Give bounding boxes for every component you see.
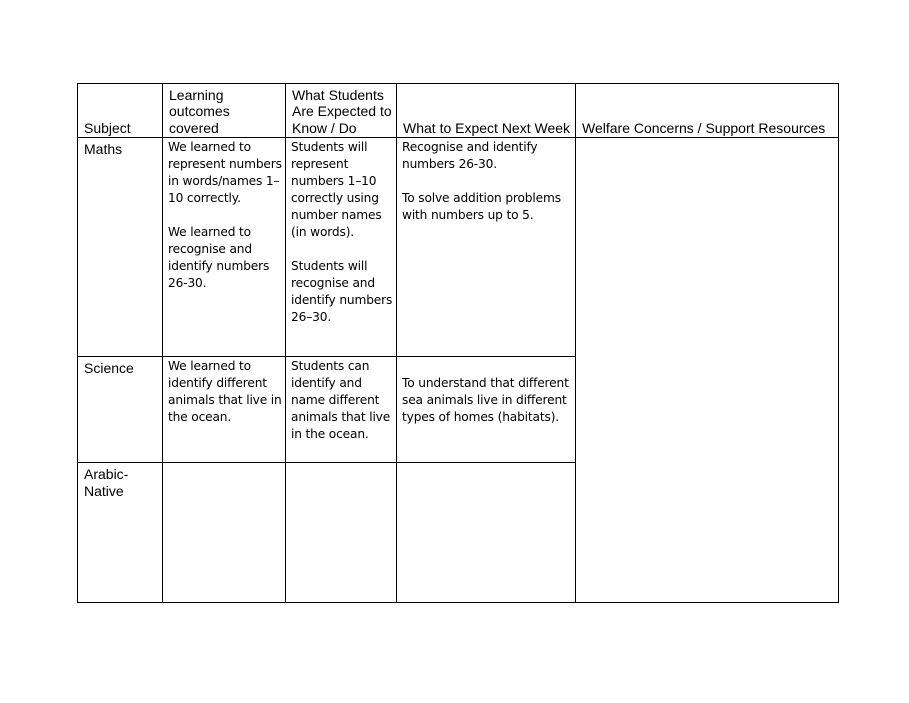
header-subject-text: Subject xyxy=(84,119,131,136)
header-expected xyxy=(286,84,397,138)
expected-text: Students can identify and name different animals that live in the ocean. xyxy=(291,359,391,441)
header-subject xyxy=(78,84,163,138)
learning-outcomes-cell xyxy=(163,138,286,357)
learning-outcomes-text: We learned to identify different animals that live in the ocean. xyxy=(168,359,282,424)
header-learning-outcomes-text: Learning outcomes covered xyxy=(169,86,230,136)
next-week-cell xyxy=(397,138,576,357)
header-next-week xyxy=(397,84,576,138)
subject-label: Science xyxy=(84,360,134,376)
learning-outcomes-cell xyxy=(163,357,286,463)
weekly-report-table xyxy=(77,83,839,603)
next-week-cell xyxy=(397,463,576,603)
expected-cell xyxy=(286,357,397,463)
subject-cell xyxy=(78,138,163,357)
subject-label: Maths xyxy=(84,141,123,157)
table-row-maths xyxy=(78,138,839,357)
header-welfare-text: Welfare Concerns / Support Resources xyxy=(582,119,826,136)
subject-label: Arabic- Native xyxy=(84,466,129,499)
welfare-cell xyxy=(576,138,839,603)
header-learning-outcomes xyxy=(163,84,286,138)
expected-cell xyxy=(286,138,397,357)
next-week-cell xyxy=(397,357,576,463)
subject-cell xyxy=(78,357,163,463)
learning-outcomes-text xyxy=(163,463,285,464)
learning-outcomes-text: We learned to represent numbers in words/names 1–10 correctly. We learned to recognise and identify numbers 26-30. xyxy=(168,140,282,290)
header-row xyxy=(78,84,839,138)
next-week-text: To understand that different sea animals live in different types of homes (habitats). xyxy=(402,376,569,424)
welfare-text xyxy=(576,138,838,139)
next-week-text: Recognise and identify numbers 26-30. To solve addition problems with numbers up to 5. xyxy=(402,140,561,222)
next-week-text xyxy=(397,463,575,464)
header-welfare xyxy=(576,84,839,138)
header-next-week-text: What to Expect Next Week xyxy=(403,119,571,136)
expected-cell xyxy=(286,463,397,603)
expected-text xyxy=(286,463,396,464)
expected-text: Students will represent numbers 1–10 correctly using number names (in words). Students will recognise and identify numbers 26–30. xyxy=(291,140,393,324)
subject-cell xyxy=(78,463,163,603)
learning-outcomes-cell xyxy=(163,463,286,603)
header-expected-text: What Students Are Expected to Know / Do xyxy=(292,86,392,136)
